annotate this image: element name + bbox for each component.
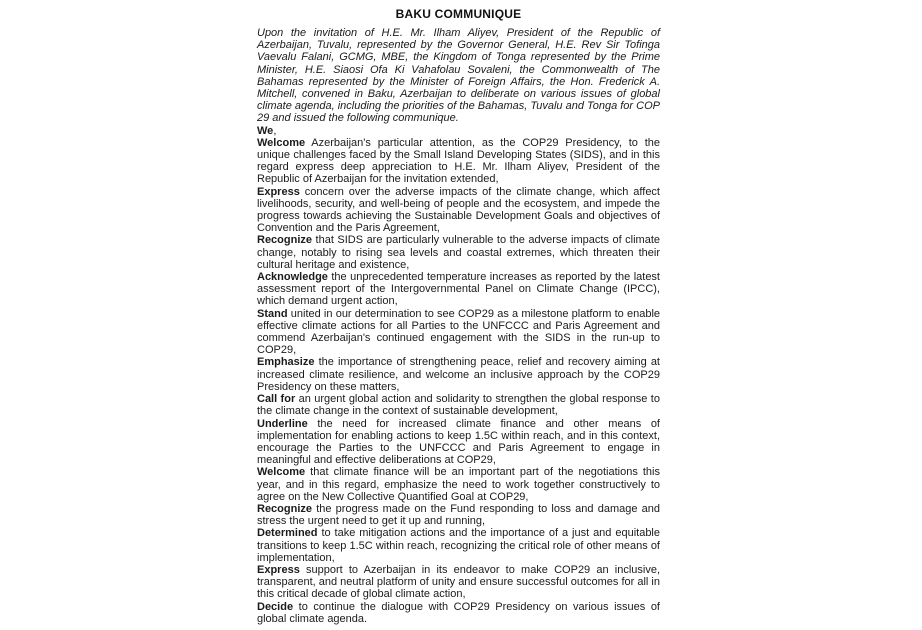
communique-paragraph bbox=[257, 601, 660, 625]
communique-paragraph bbox=[257, 308, 660, 357]
paragraph-lead-word: Call for bbox=[257, 393, 296, 406]
paragraph-text: to take mitigation actions and the importance of a just and equitable transitions to keep 1.5C within reach, recognizing the critical role of other means of implementation, bbox=[257, 527, 660, 564]
document-body bbox=[257, 27, 660, 625]
paragraph-text: concern over the adverse impacts of the climate change, which affect livelihoods, security, and well-being of people and the ecosystem, and impede the progress towards achieving the Sustainable Development Goals and objectives of Convention and the Paris Agreement, bbox=[257, 185, 660, 235]
communique-paragraph bbox=[257, 186, 660, 235]
paragraph-lead-word: Express bbox=[257, 563, 300, 576]
paragraph-lead-word: Decide bbox=[257, 600, 294, 613]
intro-paragraph: Upon the invitation of H.E. Mr. Ilham Aliyev, President of the Republic of Azerbaijan, Tuvalu, represented by the Governor General, H.E. Rev Sir Tofinga Vaevalu Falani, GCMG, MBE, the Kingdom of Tonga represented by the Prime Minister, H.E. Siaosi Ofa Ki Vahafolau Sovaleni, the Commonwealth of The Bahamas represented by the Minister of Foreign Affairs, the Hon. Frederick A. Mitchell, convened in Baku, Azerbaijan to deliberate on various issues of global climate agenda, including the priorities of the Bahamas, Tuvalu and Tonga for COP 29 and issued the following communique. bbox=[257, 27, 660, 125]
paragraph-text: to continue the dialogue with COP29 Presidency on various issues of global climate agenda. bbox=[257, 600, 660, 625]
paragraph-lead-word: Acknowledge bbox=[257, 271, 328, 284]
paragraph-text: the need for increased climate finance and other means of implementation for enabling actions to keep 1.5C within reach, and in this context, encourage the Parties to the UNFCCC and Paris Agreement to engage in meaningful and effective deliberations at COP29, bbox=[257, 417, 660, 467]
paragraph-lead-word: Express bbox=[257, 185, 300, 198]
we-line bbox=[257, 125, 660, 137]
paragraph-text: the progress made on the Fund responding to loss and damage and stress the urgent need to get it up and running, bbox=[257, 502, 660, 528]
communique-paragraph bbox=[257, 271, 660, 308]
paragraph-text: that climate finance will be an important part of the negotiations this year, and in this regard, emphasize the need to work together constructively to agree on the New Collective Quantified Goal at COP29, bbox=[257, 466, 660, 503]
communique-paragraph bbox=[257, 466, 660, 503]
paragraph-lead-word: Recognize bbox=[257, 502, 313, 515]
paragraph-text: united in our determination to see COP29 as a milestone platform to enable effective climate actions for all Parties to the UNFCCC and Paris Agreement and commend Azerbaijan's continued engagement with the SIDS in the run-up to COP29, bbox=[257, 307, 660, 357]
paragraph-lead-word: Welcome bbox=[257, 466, 306, 479]
paragraph-lead-word: Stand bbox=[257, 307, 288, 320]
paragraph-list bbox=[257, 125, 660, 625]
paragraph-text: support to Azerbaijan in its endeavor to make COP29 an inclusive, transparent, and neutral platform of unity and ensure successful outcomes for all in this critical decade of global climate action, bbox=[257, 563, 660, 601]
paragraph-lead-word: Underline bbox=[257, 417, 308, 430]
paragraph-lead-word: Recognize bbox=[257, 234, 313, 247]
paragraph-text: that SIDS are particularly vulnerable to the adverse impacts of climate change, notably to rising sea levels and coastal extremes, which threaten their cultural heritage and existence, bbox=[257, 234, 660, 271]
communique-paragraph bbox=[257, 503, 660, 527]
communique-paragraph bbox=[257, 418, 660, 467]
communique-paragraph bbox=[257, 564, 660, 601]
communique-paragraph bbox=[257, 234, 660, 271]
communique-paragraph bbox=[257, 527, 660, 564]
communique-paragraph bbox=[257, 356, 660, 393]
paragraph-lead-word: Emphasize bbox=[257, 356, 315, 369]
document-title: BAKU COMMUNIQUE bbox=[395, 7, 522, 21]
paragraph-lead-word: Welcome bbox=[257, 136, 306, 149]
paragraph-text: the importance of strengthening peace, relief and recovery aiming at increased climate resilience, and welcome an inclusive approach by the COP29 Presidency on these matters, bbox=[257, 356, 660, 393]
paragraph-lead-word: Determined bbox=[257, 527, 318, 540]
paragraph-text: Azerbaijan's particular attention, as the COP29 Presidency, to the unique challenges faced by the Small Island Developing States (SIDS), and in this regard express deep appreciation to H.E. Mr. Ilham Aliyev, President of the Republic of Azerbaijan for the invitation extended, bbox=[257, 136, 660, 186]
communique-paragraph bbox=[257, 393, 660, 417]
paragraph-text: the unprecedented temperature increases as reported by the latest assessment report of the Intergovernmental Panel on Climate Change (IPCC), which demand urgent action, bbox=[257, 271, 660, 308]
paragraph-text: an urgent global action and solidarity to strengthen the global response to the climate change in the context of sustainable development, bbox=[257, 393, 660, 418]
paragraph-lead-word: We bbox=[257, 124, 274, 137]
communique-paragraph bbox=[257, 137, 660, 186]
paragraph-text: , bbox=[273, 124, 277, 137]
